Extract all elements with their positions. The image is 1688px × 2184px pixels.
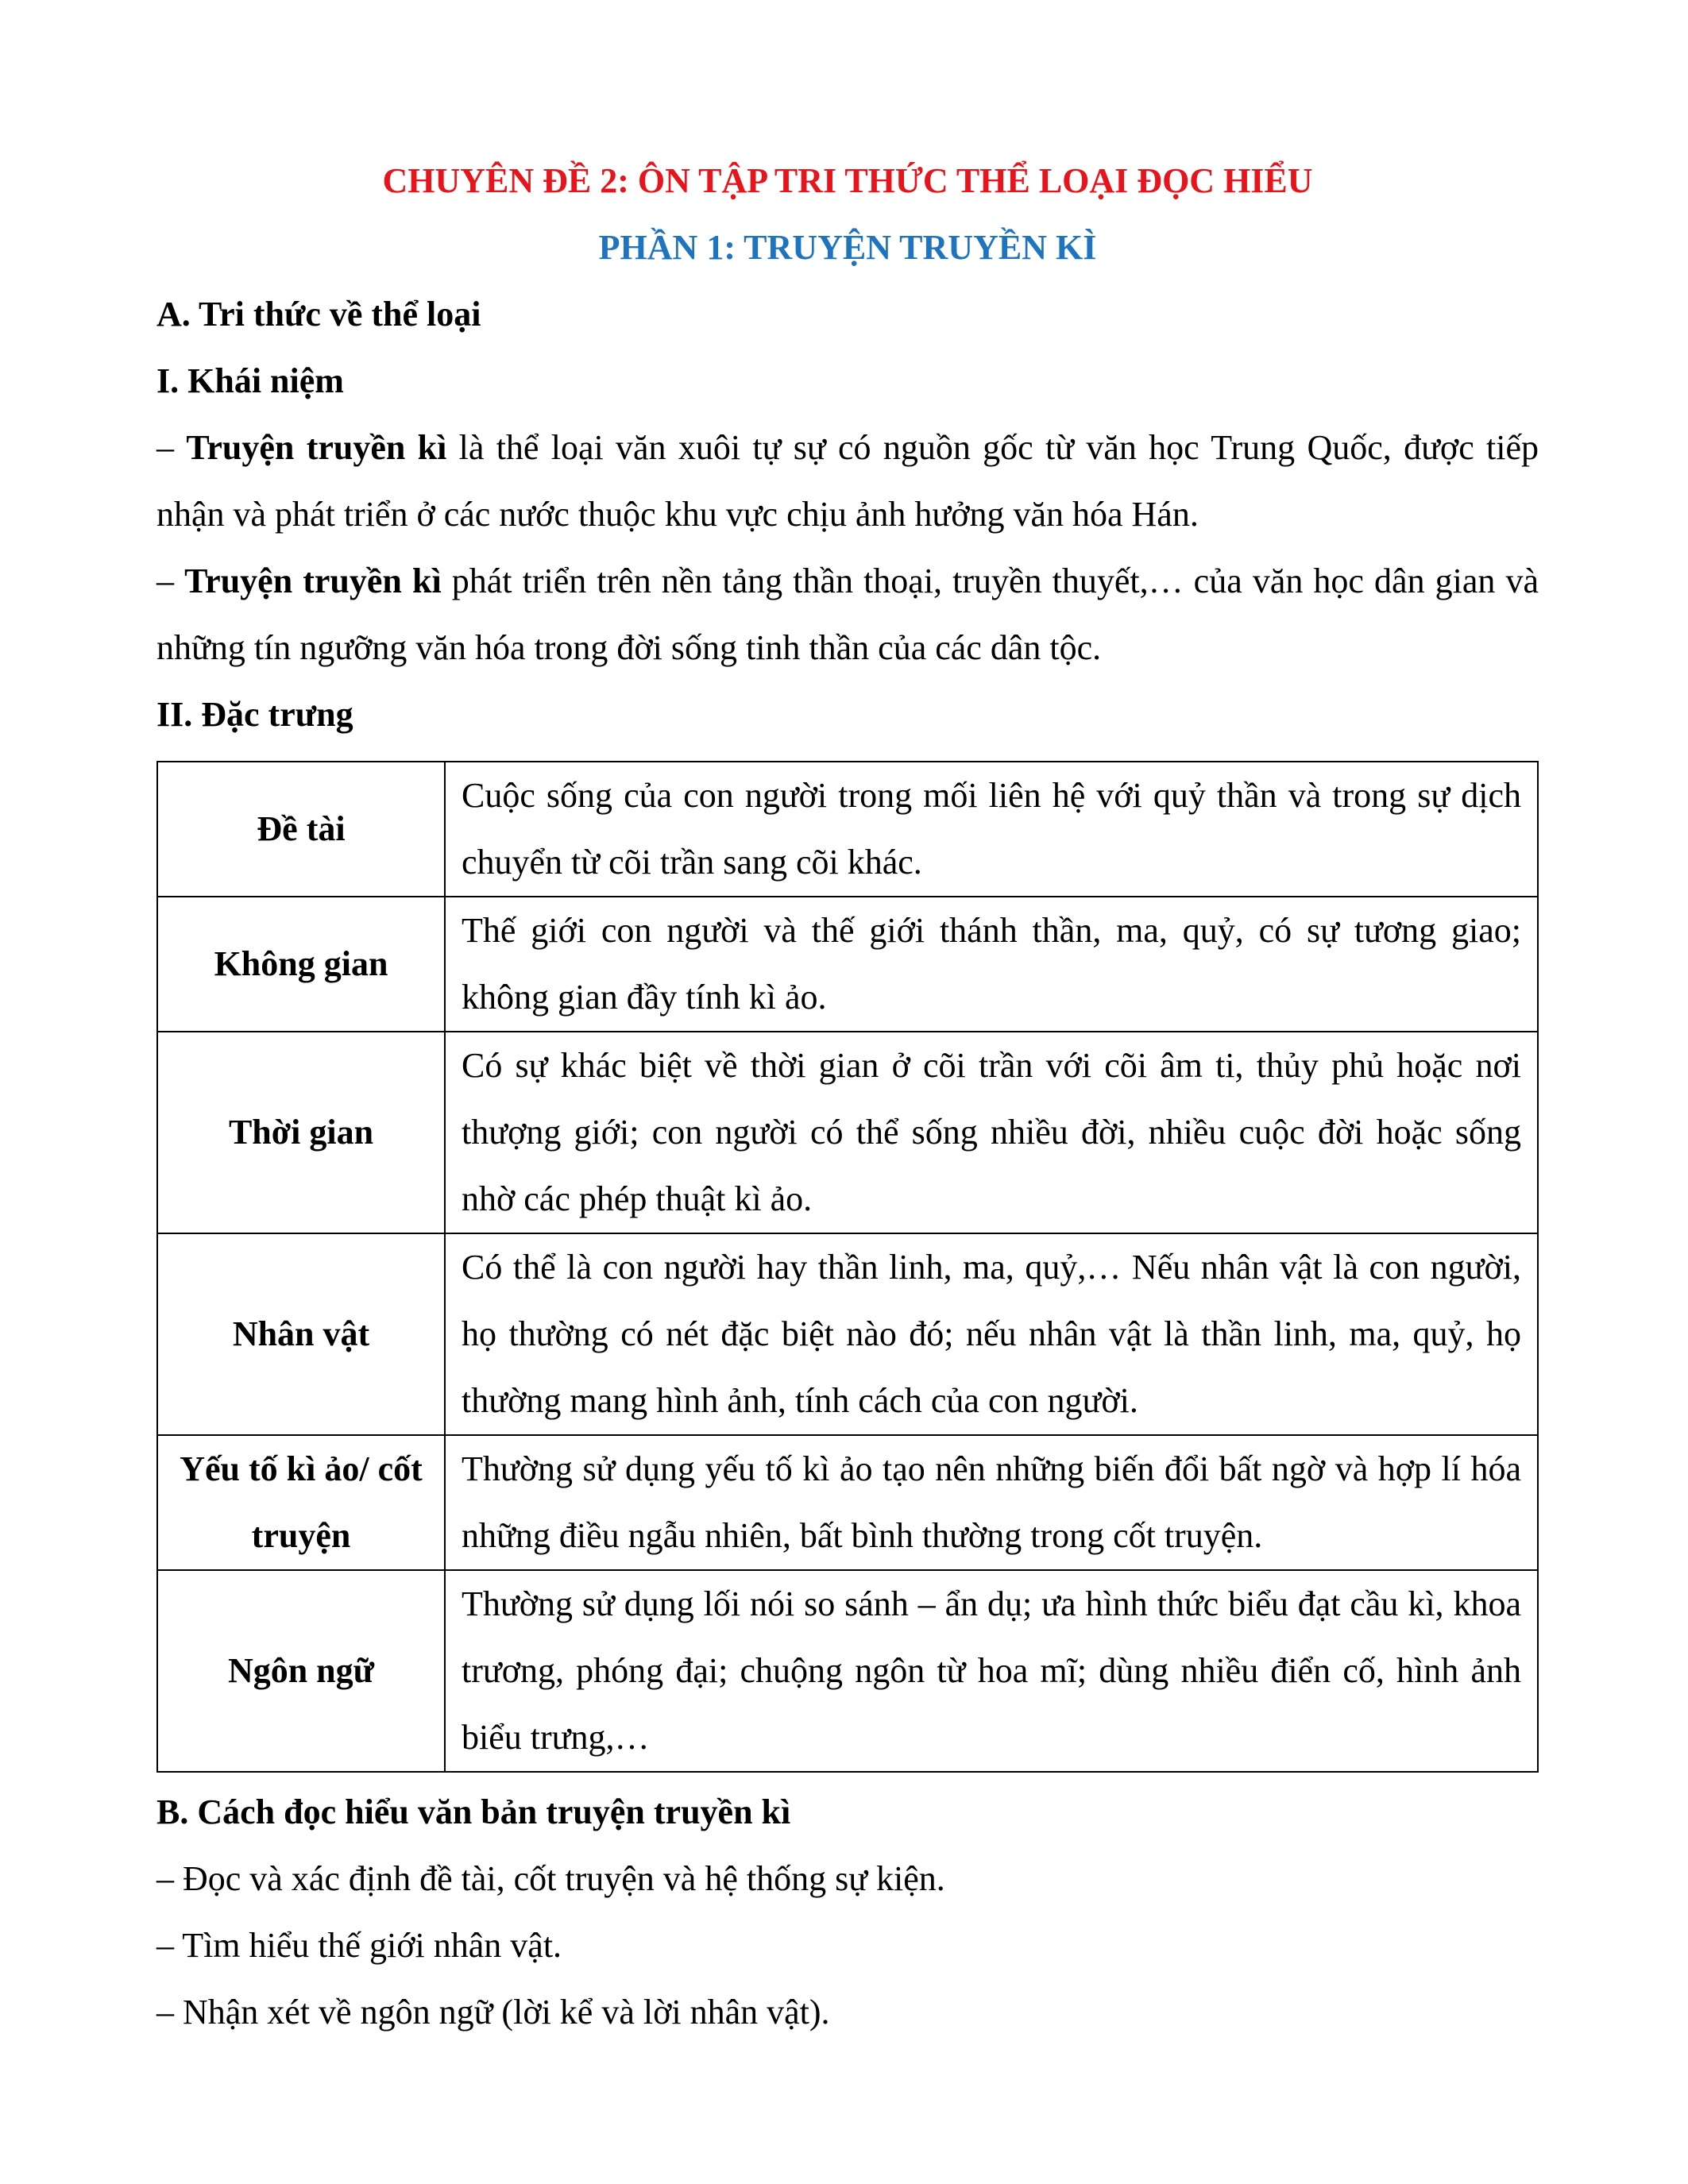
table-desc-cell: Cuộc sống của con người trong mối liên hệ với quỷ thần và trong sự dịch chuyển từ cõi trần sang cõi khác. [445,762,1538,897]
document-subtitle: PHẦN 1: TRUYỆN TRUYỀN KÌ [598,228,1097,267]
section-i-heading: I. Khái niệm [156,361,344,400]
table-term-cell: Nhân vật [157,1233,445,1435]
table-term-cell: Yếu tố kì ảo/ cốt truyện [157,1435,445,1570]
table-row [157,897,1538,1032]
table-row [157,762,1538,897]
dash: – [156,561,185,600]
section-b-heading: B. Cách đọc hiểu văn bản truyện truyền kì [156,1792,791,1831]
section-ii-heading: II. Đặc trưng [156,695,353,734]
reading-step: – Nhận xét về ngôn ngữ (lời kể và lời nhân vật). [156,1993,830,2032]
table-row [157,1032,1538,1233]
document-title: CHUYÊN ĐỀ 2: ÔN TẬP TRI THỨC THỂ LOẠI ĐỌC HIỂU [382,161,1313,200]
term-bold: Truyện truyền kì [184,561,442,600]
reading-step: – Tìm hiểu thế giới nhân vật. [156,1926,562,1965]
definition-paragraph-1 [156,415,1539,548]
table-row [157,1435,1538,1570]
paragraph-text: là thể loại văn xuôi tự sự có nguồn gốc từ văn học Trung Quốc, được tiếp nhận và phát triển ở các nước thuộc khu vực chịu ảnh hưởng văn hóa Hán. [156,428,1539,534]
table-row [157,1570,1538,1772]
table-row [157,1233,1538,1435]
table-desc-cell: Có thể là con người hay thần linh, ma, quỷ,… Nếu nhân vật là con người, họ thường có nét đặc biệt nào đó; nếu nhân vật là thần linh, ma, quỷ, họ thường mang hình ảnh, tính cách của con người. [445,1233,1538,1435]
table-term-cell: Ngôn ngữ [157,1570,445,1772]
table-desc-cell: Thường sử dụng lối nói so sánh – ẩn dụ; ưa hình thức biểu đạt cầu kì, khoa trương, phóng đại; chuộng ngôn từ hoa mĩ; dùng nhiều điển cố, hình ảnh biểu trưng,… [445,1570,1538,1772]
section-a-heading: A. Tri thức về thể loại [156,295,481,334]
table-term-cell: Không gian [157,897,445,1032]
table-desc-cell: Thế giới con người và thế giới thánh thần, ma, quỷ, có sự tương giao; không gian đầy tính kì ảo. [445,897,1538,1032]
characteristics-table [156,761,1539,1773]
paragraph-text: phát triển trên nền tảng thần thoại, truyền thuyết,… của văn học dân gian và những tín ngưỡng văn hóa trong đời sống tinh thần của các dân tộc. [156,561,1539,667]
table-term-cell: Thời gian [157,1032,445,1233]
definition-paragraph-2 [156,548,1539,681]
dash: – [156,428,187,467]
table-desc-cell: Có sự khác biệt về thời gian ở cõi trần với cõi âm ti, thủy phủ hoặc nơi thượng giới; con người có thể sống nhiều đời, nhiều cuộc đời hoặc sống nhờ các phép thuật kì ảo. [445,1032,1538,1233]
reading-step: – Đọc và xác định đề tài, cốt truyện và hệ thống sự kiện. [156,1859,945,1898]
table-term-cell: Đề tài [157,762,445,897]
term-bold: Truyện truyền kì [186,428,447,467]
table-desc-cell: Thường sử dụng yếu tố kì ảo tạo nên những biến đổi bất ngờ và hợp lí hóa những điều ngẫu nhiên, bất bình thường trong cốt truyện. [445,1435,1538,1570]
